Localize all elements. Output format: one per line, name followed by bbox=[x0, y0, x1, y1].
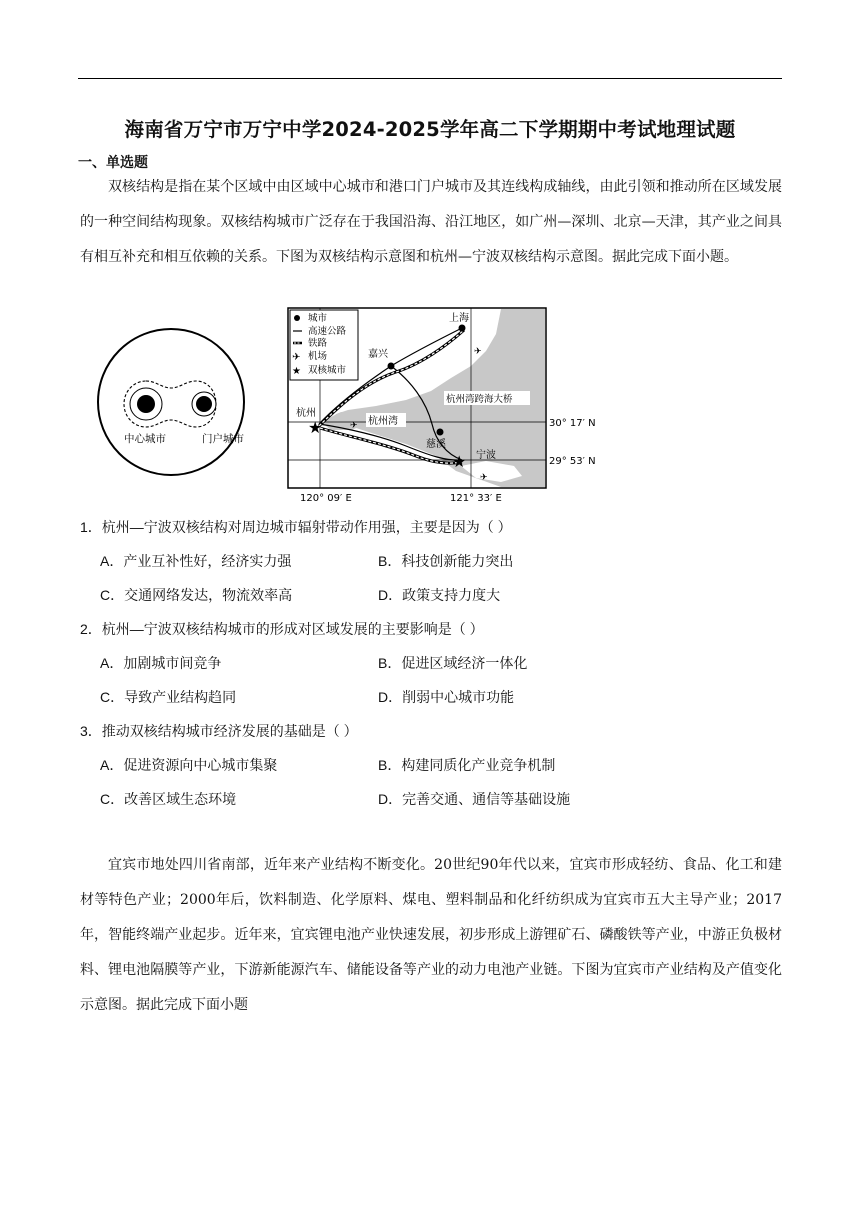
q1-option-c[interactable]: C．交通网络发达，物流效率高 bbox=[100, 587, 293, 603]
passage-2: 宜宾市地处四川省南部，近年来产业结构不断变化。20世纪90年代以来，宜宾市形成轻纺、食品、化工和建材等特色产业；2000年后，饮料制造、化学原料、煤电、塑料制品和化纤纺织成为宜宾市五大主导产业；2017年，智能终端产业起步。近年来，宜宾锂电池产业快速发展，初步形成上游锂矿石、磷酸铁等产业，中游正负极材料、锂电池隔膜等产业，下游新能源汽车、储能设备等产业的动力电池产业链。下图为宜宾市产业结构及产值变化示意图。据此完成下面小题 bbox=[80, 857, 782, 1013]
svg-text:✈: ✈ bbox=[474, 347, 482, 357]
q3-option-c[interactable]: C．改善区域生态环境 bbox=[100, 791, 237, 807]
svg-text:✈: ✈ bbox=[350, 421, 358, 431]
q1-option-a[interactable]: A．产业互补性好，经济实力强 bbox=[100, 553, 292, 569]
legend-airport: 机场 bbox=[308, 351, 328, 362]
q1-option-d[interactable]: D．政策支持力度大 bbox=[378, 587, 501, 603]
map-label-bridge: 杭州湾跨海大桥 bbox=[446, 394, 513, 405]
lon-label-2: 121° 33′ E bbox=[450, 493, 502, 504]
question-3-stem: 3．推动双核结构城市经济发展的基础是（ ） bbox=[80, 723, 358, 739]
passage-1: 双核结构是指在某个区域中由区域中心城市和港口门户城市及其连线构成轴线，由此引领和推动所在区域发展的一种空间结构现象。双核结构城市广泛存在于我国沿海、沿江地区，如广州—深圳、北京—天津，其产业之间具有相互补充和相互依赖的关系。下图为双核结构示意图和杭州—宁波双核结构示意图。据此完成下面小题。 bbox=[80, 179, 782, 265]
question-1-stem: 1．杭州—宁波双核结构对周边城市辐射带动作用强，主要是因为（ ） bbox=[80, 519, 512, 535]
legend-dual-core: 双核城市 bbox=[308, 365, 347, 376]
question-2-stem: 2．杭州—宁波双核结构城市的形成对区域发展的主要影响是（ ） bbox=[80, 621, 484, 637]
map-label-ningbo: 宁波 bbox=[476, 450, 496, 461]
map-label-shanghai: 上海 bbox=[449, 313, 469, 324]
q2-option-a[interactable]: A．加剧城市间竞争 bbox=[100, 655, 222, 671]
legend-city: 城市 bbox=[308, 313, 328, 324]
legend-railway: 铁路 bbox=[308, 338, 328, 349]
header-rule bbox=[78, 78, 782, 79]
q2-option-b[interactable]: B．促进区域经济一体化 bbox=[378, 655, 528, 671]
map-label-cixi: 慈溪 bbox=[426, 439, 446, 450]
hangzhou-ningbo-map bbox=[286, 306, 616, 506]
q2-option-d[interactable]: D．削弱中心城市功能 bbox=[378, 689, 515, 705]
q3-option-b[interactable]: B．构建同质化产业竞争机制 bbox=[378, 757, 556, 773]
svg-text:✈: ✈ bbox=[292, 352, 301, 363]
map-label-jiaxing: 嘉兴 bbox=[368, 349, 388, 360]
svg-text:✈: ✈ bbox=[480, 473, 488, 483]
lon-label-1: 120° 09′ E bbox=[300, 493, 352, 504]
section-heading: 一、单选题 bbox=[78, 155, 148, 171]
q2-option-c[interactable]: C．导致产业结构趋同 bbox=[100, 689, 237, 705]
svg-text:★: ★ bbox=[292, 366, 301, 377]
q1-option-b[interactable]: B．科技创新能力突出 bbox=[378, 553, 514, 569]
q3-option-a[interactable]: A．促进资源向中心城市集聚 bbox=[100, 757, 278, 773]
legend-highway: 高速公路 bbox=[308, 326, 347, 337]
lat-label-2: 29° 53′ N bbox=[549, 456, 596, 467]
center-city-label: 中心城市 bbox=[124, 433, 166, 445]
dual-core-diagram bbox=[82, 322, 268, 478]
lat-label-1: 30° 17′ N bbox=[549, 418, 596, 429]
map-label-bay: 杭州湾 bbox=[368, 416, 398, 427]
page-title: 海南省万宁市万宁中学2024-2025学年高二下学期期中考试地理试题 bbox=[124, 118, 736, 141]
q3-option-d[interactable]: D．完善交通、通信等基础设施 bbox=[378, 791, 571, 807]
svg-text:★: ★ bbox=[308, 418, 323, 437]
gate-city-label: 门户城市 bbox=[202, 433, 244, 445]
map-label-hangzhou: 杭州 bbox=[296, 408, 316, 419]
svg-text:★: ★ bbox=[452, 452, 467, 471]
